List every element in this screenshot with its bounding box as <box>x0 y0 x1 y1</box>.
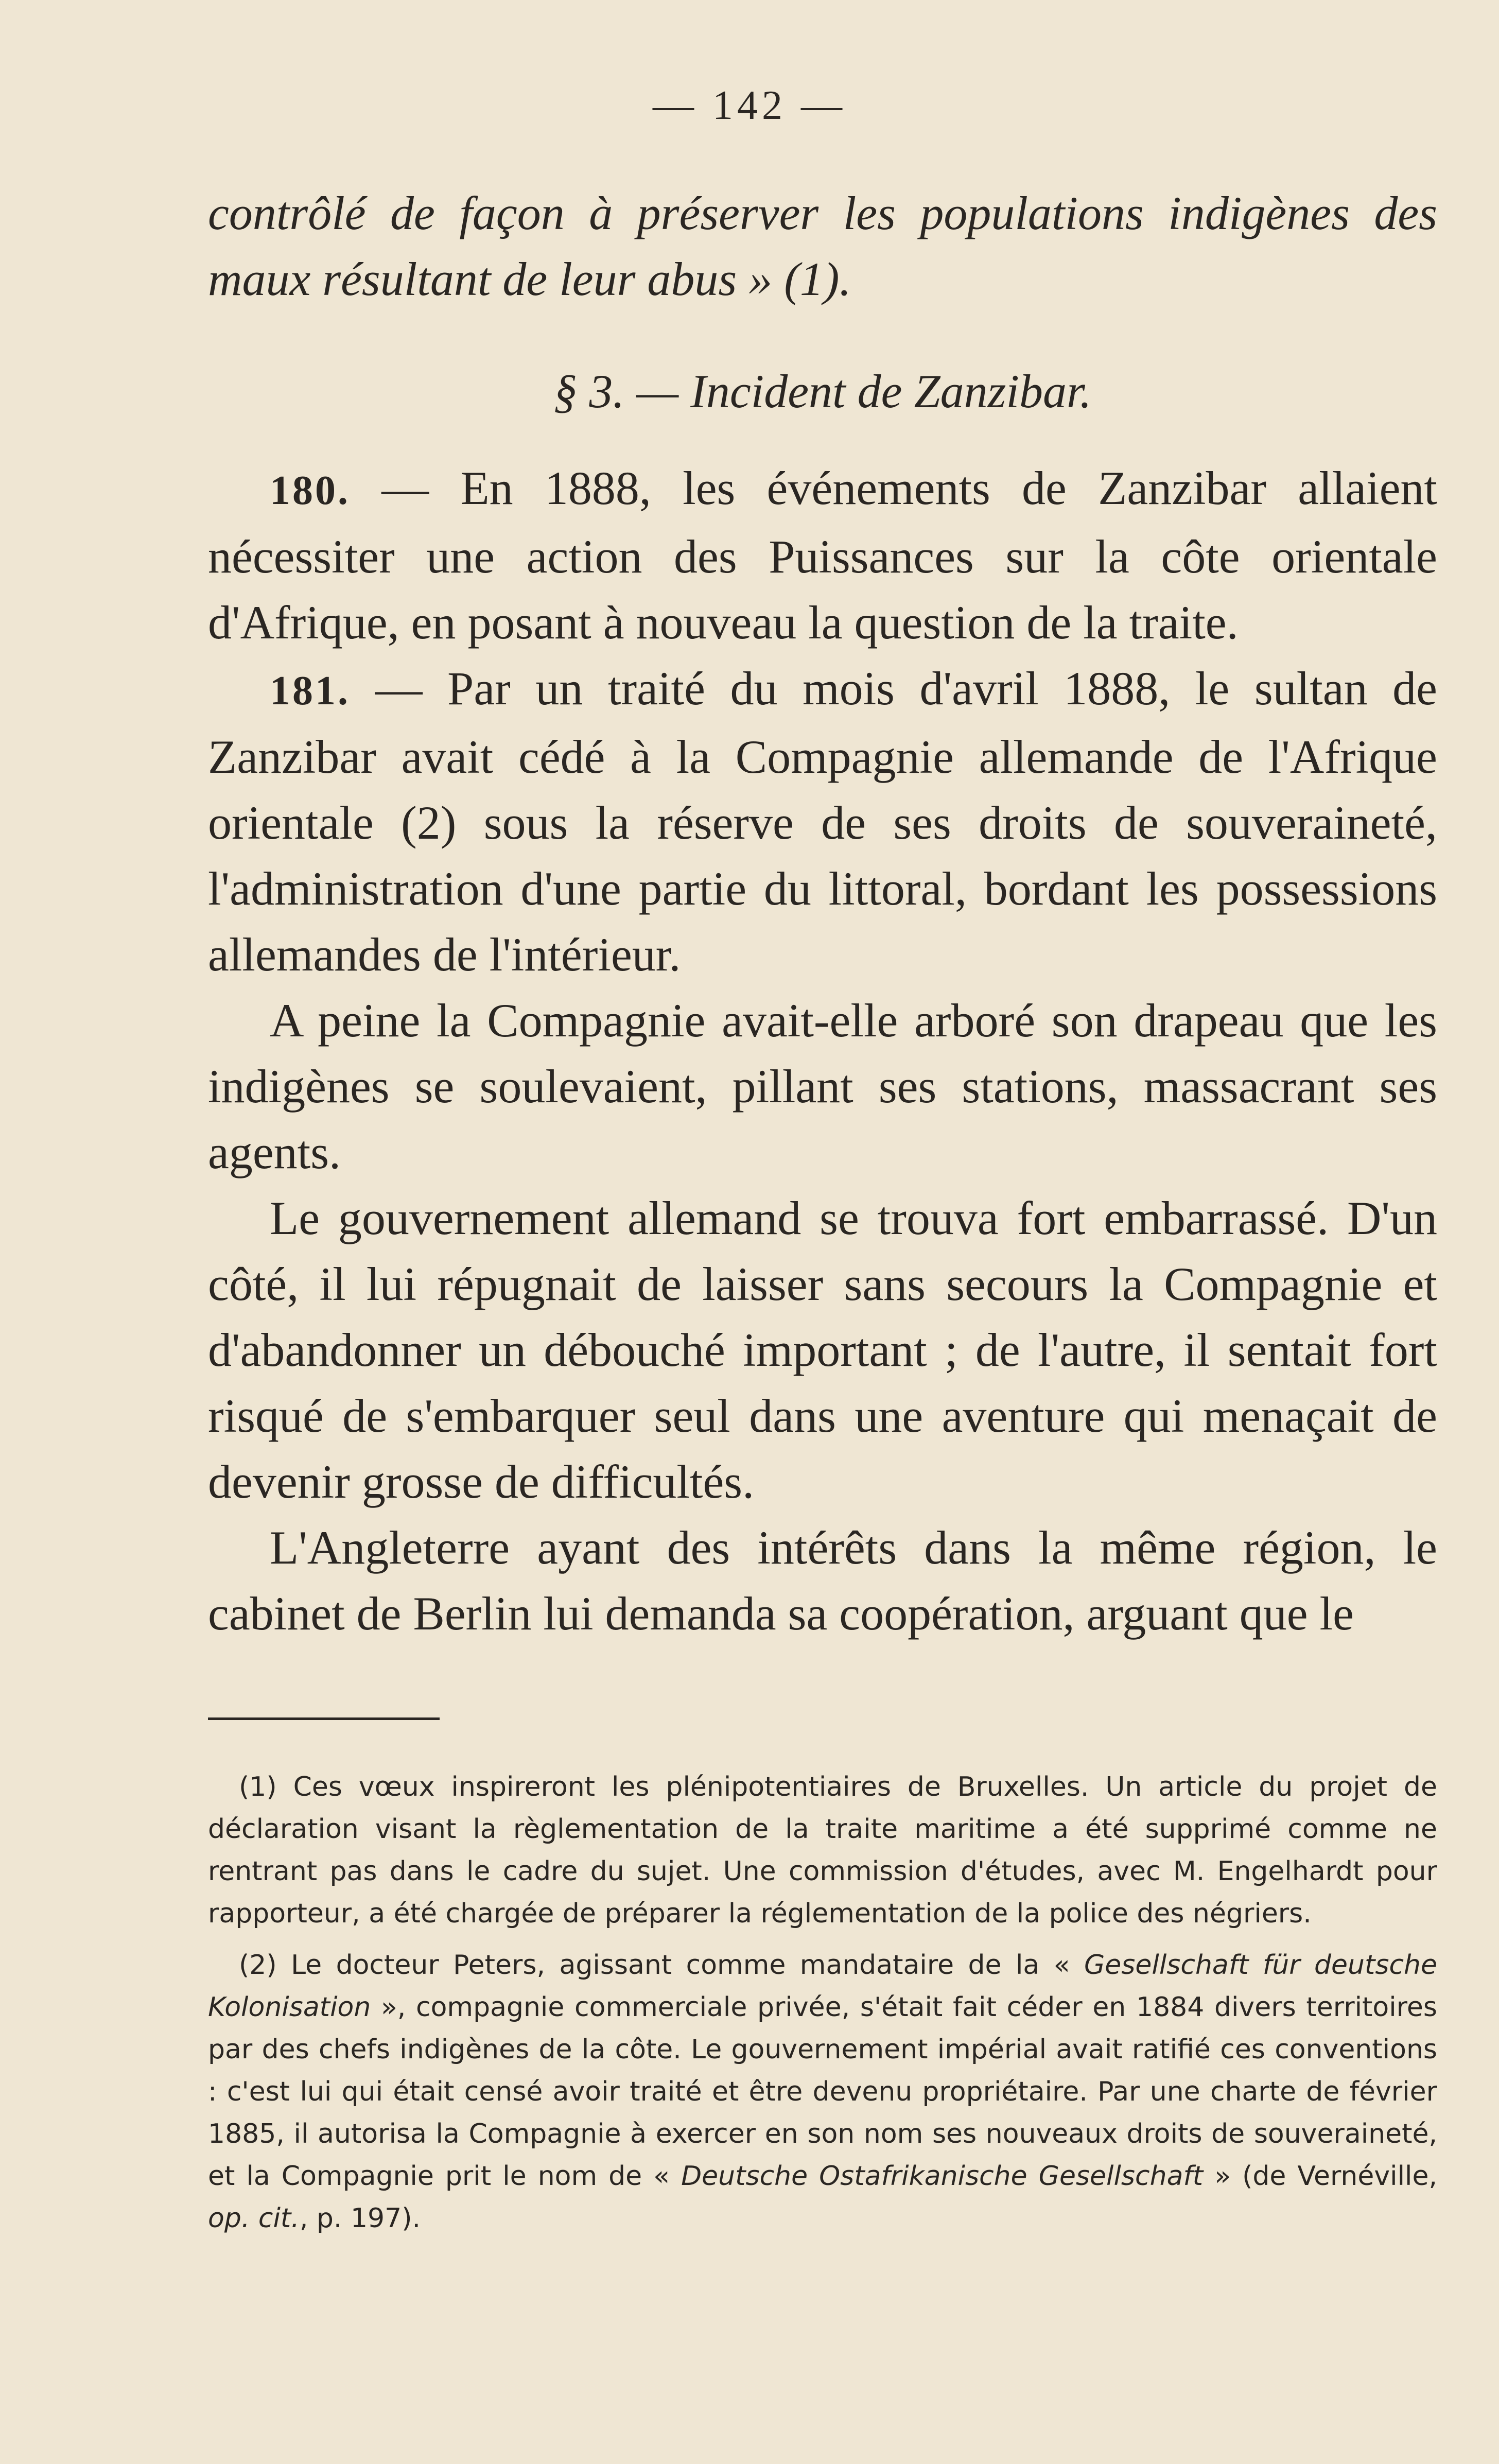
footnote-text: , p. 197). <box>299 2203 421 2234</box>
footnote-1: (1) Ces vœux inspireront les plénipotentiaires de Bruxelles. Un article du projet de déclaration visant la règlementation de la traite maritime a été supprimé comme ne rentrant pas dans le cadre du sujet. Une commission d'études, avec M. Engelhardt pour rapporteur, a été chargée de préparer la réglementation de la police des négriers. <box>208 1772 1437 1929</box>
footnote-italic: Gesellschaft für deutsche Kolonisation <box>208 1950 1437 2023</box>
footnote-italic: Deutsche Ostafrikanische Gesellschaft <box>681 2161 1204 2192</box>
paragraph-compagnie: A peine la Compagnie avait-elle arboré son drapeau que les indigènes se soulevaient, pillant ses stations, massacrant ses agents. <box>208 994 1437 1178</box>
footnote-text: », compagnie commerciale privée, s'était fait céder en 1884 divers territoires par des chefs indigènes de la côte. Le gouvernement impérial avait ratifié ces conventions : c'est lui qui était censé avoir traité et être devenu propriétaire. Par une charte de février 1885, il autorisa la Compagnie à exercer en son nom ses nouveaux droits de souveraineté, et la Compagnie prit le nom de « <box>208 1992 1437 2192</box>
footnote-text: » (de Vernéville, <box>1214 2161 1437 2192</box>
footnote-separator <box>208 1717 440 1720</box>
paragraph-180 <box>208 455 1437 655</box>
paragraph-181 <box>208 655 1437 987</box>
paragraph-number: 181. <box>270 668 350 714</box>
footnote-2 <box>208 1944 1437 2240</box>
footnote-italic: op. cit. <box>208 2203 300 2234</box>
paragraph-number: 180. <box>270 468 350 513</box>
paragraph-text: — Par un traité du mois d'avril 1888, le sultan de Zanzibar avait cédé à la Compagnie allemande de l'Afrique orientale (2) sous la réserve de ses droits de souveraineté, l'administration d'une partie du littoral, bordant les possessions allemandes de l'intérieur. <box>208 662 1438 981</box>
paragraph-text: — En 1888, les événements de Zanzibar allaient nécessiter une action des Puissances sur la côte orientale d'Afrique, en posant à nouveau la question de la traite. <box>208 462 1437 649</box>
footnotes <box>208 1766 1437 2249</box>
section-heading: § 3. — Incident de Zanzibar. <box>553 365 1092 418</box>
footnote-text: (2) Le docteur Peters, agissant comme mandataire de la « <box>239 1950 1070 1981</box>
paragraph-gouvernement: Le gouvernement allemand se trouva fort embarrassé. D'un côté, il lui répugnait de laisser sans secours la Compagnie et d'abandonner un débouché important ; de l'autre, il sentait fort risqué de s'embarquer seul dans une aventure qui menaçait de devenir grosse de difficultés. <box>208 1192 1437 1508</box>
page-number: — 142 — <box>653 83 846 128</box>
paragraph-continuation: contrôlé de façon à préserver les populations indigènes des maux résultant de leur abus » (1). <box>208 187 1437 305</box>
main-text <box>208 180 1437 1646</box>
paragraph-angleterre: L'Angleterre ayant des intérêts dans la même région, le cabinet de Berlin lui demanda sa coopération, arguant que le <box>208 1521 1437 1640</box>
